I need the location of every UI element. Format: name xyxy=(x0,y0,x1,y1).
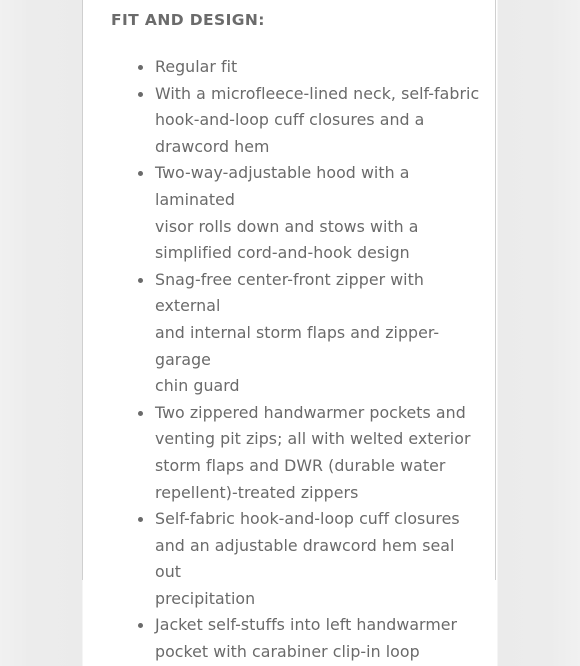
item-text: and an adjustable drawcord hem seal out xyxy=(155,535,455,582)
list-item xyxy=(155,612,485,665)
item-text: Two-way-adjustable hood with a laminated xyxy=(155,163,410,209)
bullet-icon xyxy=(138,411,143,416)
bullet-icon xyxy=(138,517,143,522)
item-text: pocket with carabiner clip-in loop xyxy=(155,642,420,662)
list-item xyxy=(155,160,485,266)
item-text: Self-fabric hook-and-loop cuff closures xyxy=(155,509,460,529)
item-text: chin guard xyxy=(155,376,240,396)
item-text: visor rolls down and stows with a xyxy=(155,216,419,236)
item-text: hook-and-loop cuff closures and a xyxy=(155,110,425,130)
item-text: With a microfleece-lined neck, self-fabric xyxy=(155,83,480,103)
list-item xyxy=(155,506,485,612)
item-text: venting pit zips; all with welted exterior xyxy=(155,429,471,449)
bullet-icon xyxy=(138,171,143,176)
item-text: precipitation xyxy=(155,588,256,608)
bullet-icon xyxy=(138,65,143,70)
section-heading: FIT AND DESIGN: xyxy=(111,11,265,29)
item-text: repellent)-treated zippers xyxy=(155,482,359,502)
item-text: Regular fit xyxy=(155,57,238,76)
item-text: and internal storm flaps and zipper-garage xyxy=(155,322,440,369)
bullet-icon xyxy=(138,92,143,97)
item-text: storm flaps and DWR (durable water xyxy=(155,455,446,475)
list-item xyxy=(155,267,485,400)
bullet-icon xyxy=(138,278,143,283)
feature-list xyxy=(155,54,485,666)
list-item xyxy=(155,400,485,506)
item-text: Snag-free center-front zipper with external xyxy=(155,269,424,316)
list-item xyxy=(155,54,485,81)
bullet-icon xyxy=(138,623,143,628)
item-text: Jacket self-stuffs into left handwarmer xyxy=(155,615,458,635)
item-text: simplified cord-and-hook design xyxy=(155,243,410,263)
item-text: drawcord hem xyxy=(155,136,270,156)
item-text: Two zippered handwarmer pockets and xyxy=(155,402,466,422)
list-item xyxy=(155,81,485,161)
product-details-panel xyxy=(82,0,496,662)
